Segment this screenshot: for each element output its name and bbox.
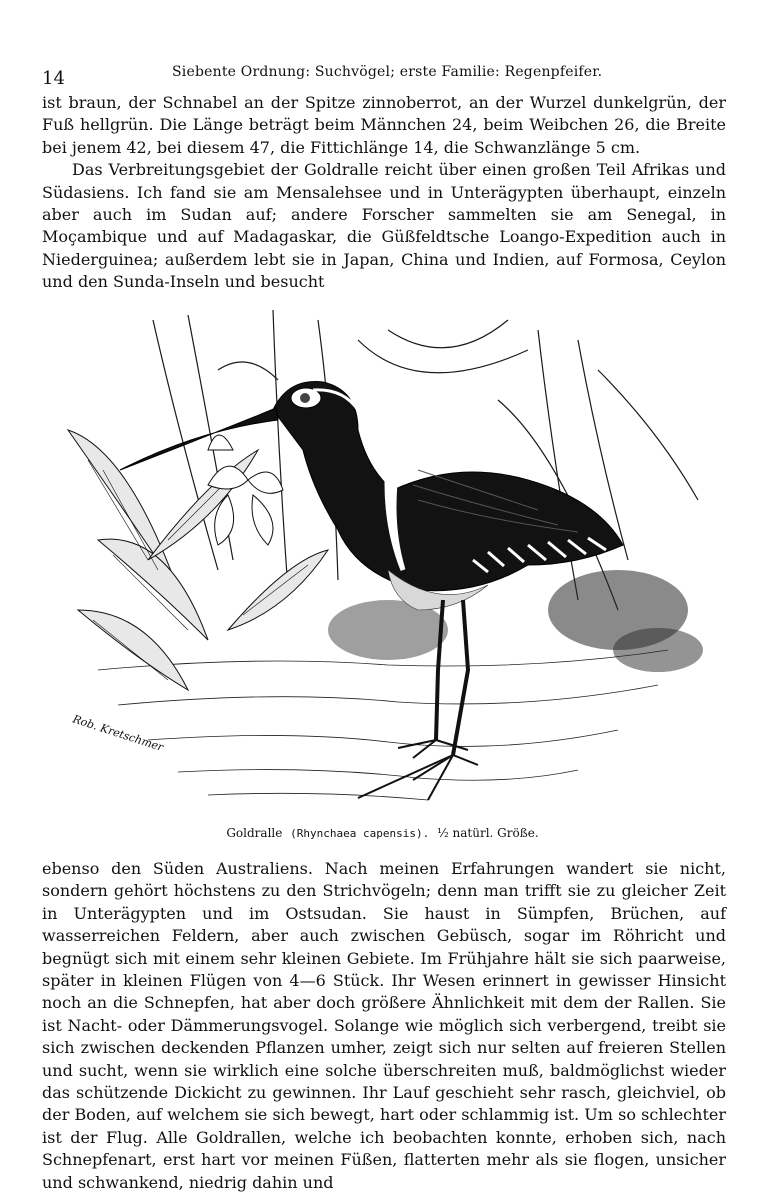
running-title: Siebente Ordnung: Suchvögel; erste Familie: Regenpfeifer. [172, 64, 603, 80]
caption-common-name: Goldralle [226, 826, 283, 840]
caption-scientific-name: (Rhynchaea capensis). [290, 827, 430, 840]
paragraph-behavior: ebenso den Süden Australiens. Nach meinen Erfahrungen wandert sie nicht, sondern gehört höchstens zu den Strichvögeln; denn man trifft sie zu gleicher Zeit in Unterägypten und im Ostsudan. Sie haust in Sümpfen, Brüchen, auf wasserreichen Feldern, aber auch zwischen Gebüsch, sogar im Röhricht und begnügt sich mit einem sehr kleinen Gebiete. Im Frühjahre hält sie sich paarweise, später in kleinen Flügen von 4—6 Stück. Ihr Wesen erinnert in gewisser Hinsicht noch an die Schnepfen, hat aber doch größere Ähnlichkeit mit dem der Rallen. Sie ist Nacht- oder Dämmerungsvogel. Solange wie möglich sich verbergend, treibt sie sich zwischen deckenden Pflanzen umher, zeigt sich nur selten auf freieren Stellen und sucht, wenn sie wirklich eine solche überschreiten muß, baldmöglichst wieder das schützende Dickicht zu gewinnen. Ihr Lauf geschieht sehr rasch, gleichviel, ob der Boden, auf welchem sie sich bewegt, hart oder schlammig ist. Um so schlechter ist der Flug. Alle Goldrallen, welche ich beobachten konnte, erhoben sich, nach Schnepfenart, erst hart vor meinen Füßen, flatterten mehr als sie flogen, unsicher und schwankend, niedrig dahin und [42, 859, 726, 1192]
ground-shading [98, 650, 668, 800]
figure-caption [0, 826, 765, 840]
artist-signature: Rob. Kretschmer [71, 712, 165, 755]
bottom-text-block [42, 858, 726, 1194]
paragraph-distribution: Das Verbreitungsgebiet der Goldralle reicht über einen großen Teil Afrikas und Südasiens. Ich fand sie am Mensalehsee und in Unterägypten überhaupt, einzeln aber auch im Sudan auf; andere Forscher sammelten sie am Senegal, in Moçambique und auf Madagaskar, die Güßfeldtsche Loango-Expedition auch in Niederguinea; außerdem lebt sie in Japan, China und Indien, auf Formosa, Ceylon und den Sunda-Inseln und besucht [42, 160, 726, 292]
bird-feet [358, 740, 478, 800]
caption-scale: ½ natürl. Größe. [437, 826, 539, 840]
running-head [42, 60, 732, 88]
bird-illustration [58, 310, 708, 815]
page-number: 14 [42, 68, 65, 89]
paragraph-continuation: ist braun, der Schnabel an der Spitze zinnoberrot, an der Wurzel dunkelgrün, der Fuß hellgrün. Die Länge beträgt beim Männchen 24, beim Weibchen 26, die Breite bei jenem 42, bei diesem 47, die Fittichlänge 14, die Schwanzlänge 5 cm. [42, 93, 726, 157]
top-text-block [42, 92, 726, 294]
leaf-cluster [68, 430, 328, 690]
bird-legs [436, 600, 468, 755]
bush-right [328, 570, 703, 672]
